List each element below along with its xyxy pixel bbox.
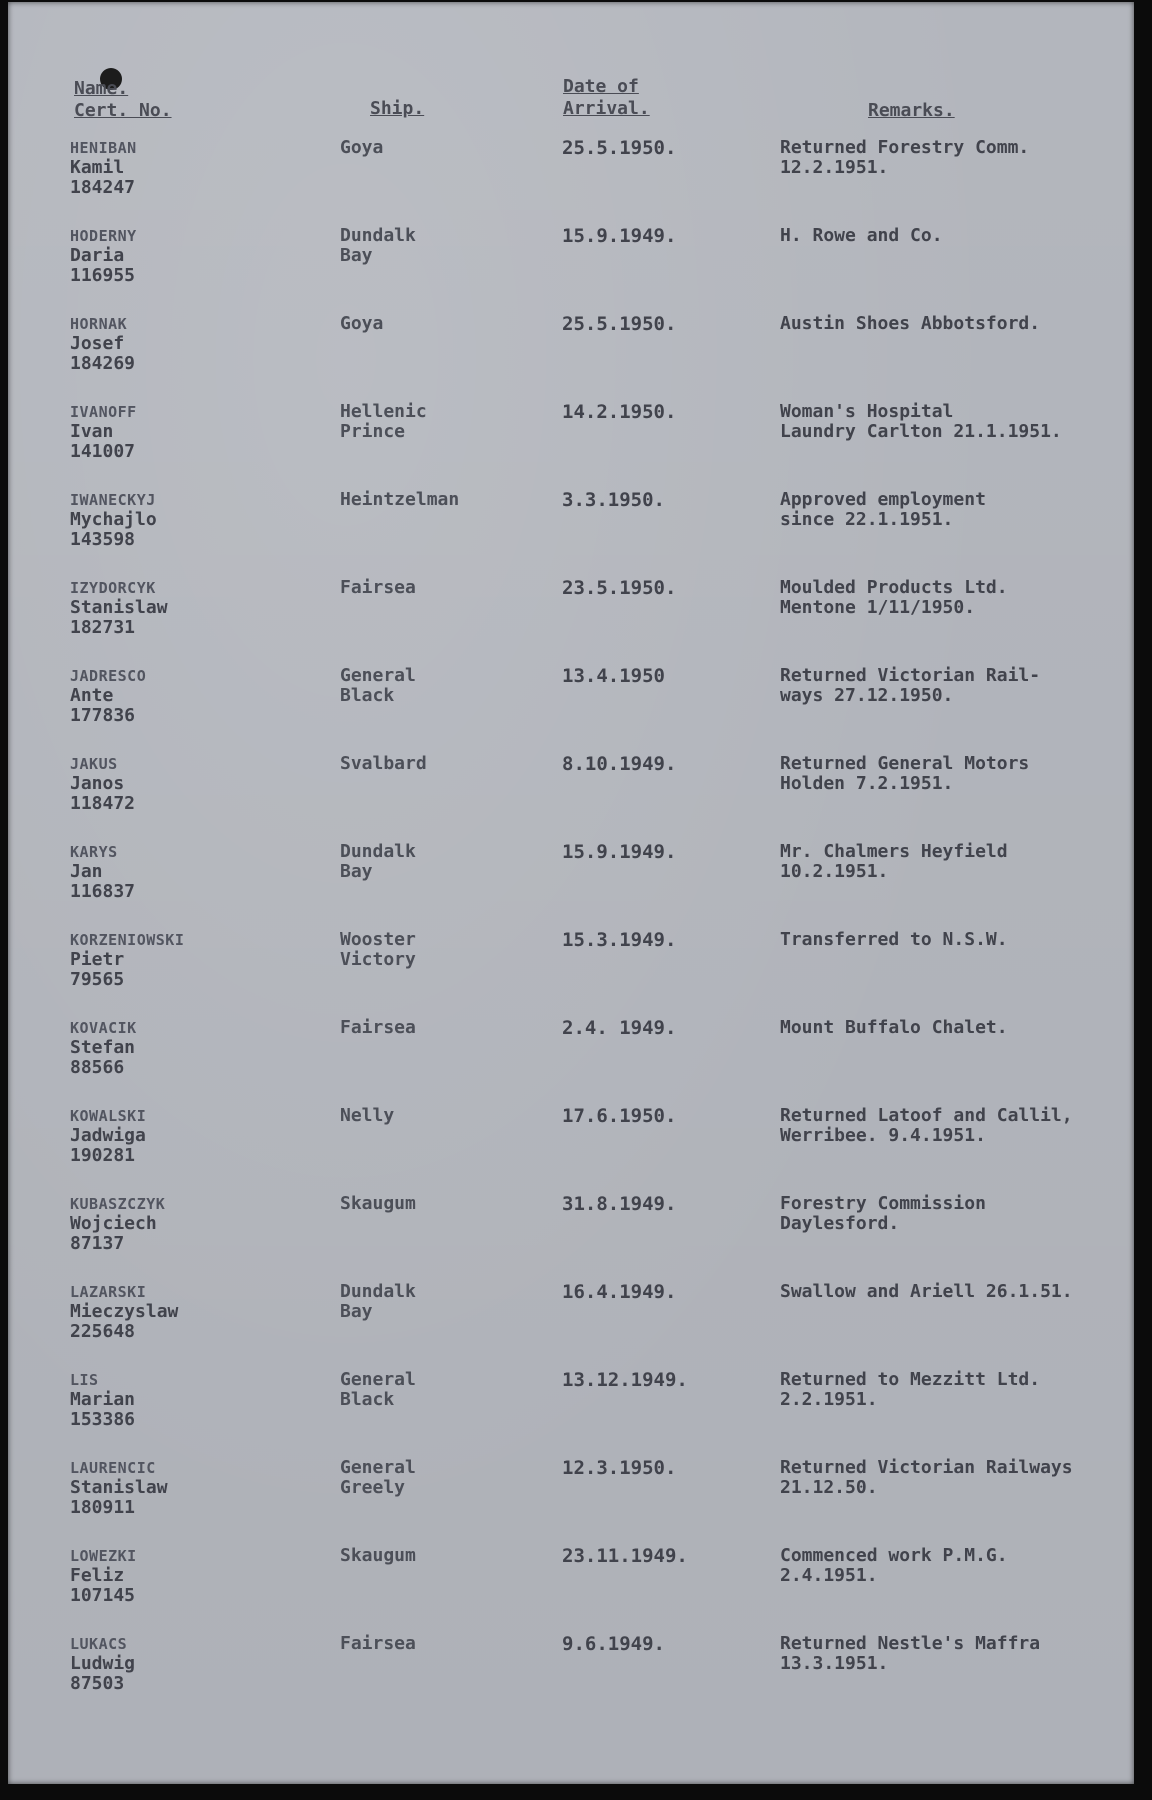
record-remarks-cell [780, 666, 1140, 706]
record-name-cell [70, 1018, 280, 1078]
record-name-cell [70, 1370, 280, 1430]
record-cert-number: 180911 [70, 1497, 136, 1518]
record-ship-cell [340, 314, 520, 334]
record-ship-line: Svalbard [340, 753, 427, 774]
record-given-name: Kamil [70, 157, 125, 178]
record-remarks-line: Moulded Products Ltd. [780, 577, 1008, 598]
record-remarks-line: Holden 7.2.1951. [780, 773, 954, 794]
record-ship-line: Heintzelman [340, 489, 460, 510]
record-ship-line: Prince [340, 421, 406, 442]
record-remarks-cell [780, 1370, 1140, 1410]
record-ship-line: Victory [340, 949, 416, 970]
record-given-name: Josef [70, 333, 125, 354]
record-arrival-date: 14.2.1950. [562, 401, 677, 423]
record-remarks-line: 2.4.1951. [780, 1565, 878, 1586]
record-ship-cell [340, 402, 520, 442]
record-arrival-date: 2.4. 1949. [562, 1017, 677, 1039]
record-remarks-line: Laundry Carlton 21.1.1951. [780, 421, 1062, 442]
record-ship-line: Fairsea [340, 1017, 416, 1038]
record-arrival-date: 25.5.1950. [562, 137, 677, 159]
record-given-name: Mieczyslaw [70, 1301, 179, 1322]
record-remarks-cell [780, 490, 1140, 530]
header-remarks [868, 100, 955, 122]
record-cert-number: 107145 [70, 1585, 136, 1606]
record-given-name: Stefan [70, 1037, 136, 1058]
record-surname: JADRESCO [70, 667, 147, 685]
record-row [8, 1370, 1134, 1458]
record-ship-line: Bay [340, 1301, 373, 1322]
record-remarks-line: since 22.1.1951. [780, 509, 954, 530]
record-remarks-cell [780, 1546, 1140, 1586]
record-remarks-cell [780, 1106, 1140, 1146]
record-remarks-line: Forestry Commission [780, 1193, 986, 1214]
record-arrival-date: 15.9.1949. [562, 841, 677, 863]
record-surname: HORNAK [70, 315, 128, 333]
record-given-name: Pietr [70, 949, 125, 970]
record-given-name: Stanislaw [70, 597, 168, 618]
record-remarks-line: Approved employment [780, 489, 986, 510]
record-ship-line: General [340, 1369, 416, 1390]
record-remarks-line: Woman's Hospital [780, 401, 954, 422]
record-ship-cell [340, 1282, 520, 1322]
record-ship-line: Dundalk [340, 1281, 416, 1302]
record-row [8, 754, 1134, 842]
record-row [8, 314, 1134, 402]
record-surname: IZYDORCYK [70, 579, 156, 597]
record-name-cell [70, 1458, 280, 1518]
record-ship-cell [340, 1546, 520, 1566]
record-cert-number: 116837 [70, 881, 136, 902]
record-name-cell [70, 1194, 280, 1254]
record-remarks-cell [780, 314, 1140, 334]
record-remarks-line: Mentone 1/11/1950. [780, 597, 976, 618]
record-list [8, 138, 1134, 1722]
record-row [8, 1282, 1134, 1370]
document-page [8, 2, 1134, 1784]
record-surname: LAURENCIC [70, 1459, 156, 1477]
record-remarks-cell [780, 226, 1140, 246]
record-remarks-line: Returned General Motors [780, 753, 1030, 774]
header-name-label: Name. [74, 78, 129, 99]
record-name-cell [70, 1282, 280, 1342]
record-remarks-line: Returned Nestle's Maffra [780, 1633, 1041, 1654]
record-ship-line: Greely [340, 1477, 406, 1498]
record-ship-cell [340, 226, 520, 266]
header-remarks-label: Remarks. [868, 100, 955, 121]
record-name-cell [70, 754, 280, 814]
record-row [8, 930, 1134, 1018]
record-surname: KUBASZCZYK [70, 1195, 166, 1213]
record-remarks-cell [780, 842, 1140, 882]
record-given-name: Ante [70, 685, 114, 706]
record-arrival-date: 15.3.1949. [562, 929, 677, 951]
record-ship-line: Goya [340, 313, 384, 334]
record-remarks-cell [780, 1018, 1140, 1038]
record-remarks-line: Daylesford. [780, 1213, 900, 1234]
header-date-label-2: Arrival. [563, 98, 650, 119]
record-arrival-date: 31.8.1949. [562, 1193, 677, 1215]
record-remarks-cell [780, 1194, 1140, 1234]
record-ship-cell [340, 138, 520, 158]
record-surname: IWANECKYJ [70, 491, 156, 509]
record-ship-cell [340, 1106, 520, 1126]
record-name-cell [70, 578, 280, 638]
record-cert-number: 184247 [70, 177, 136, 198]
record-remarks-cell [780, 930, 1140, 950]
record-name-cell [70, 138, 280, 198]
record-given-name: Marian [70, 1389, 136, 1410]
record-surname: KARYS [70, 843, 118, 861]
record-remarks-line: ways 27.12.1950. [780, 685, 954, 706]
record-remarks-line: Mr. Chalmers Heyfield [780, 841, 1008, 862]
header-date [563, 76, 650, 120]
record-name-cell [70, 1634, 280, 1694]
record-ship-cell [340, 578, 520, 598]
record-cert-number: 118472 [70, 793, 136, 814]
record-ship-line: Wooster [340, 929, 416, 950]
record-arrival-date: 23.11.1949. [562, 1545, 688, 1567]
record-given-name: Daria [70, 245, 125, 266]
record-arrival-date: 3.3.1950. [562, 489, 665, 511]
record-ship-cell [340, 1634, 520, 1654]
record-ship-line: Fairsea [340, 1633, 416, 1654]
record-surname: LIS [70, 1371, 99, 1389]
record-surname: KORZENIOWSKI [70, 931, 185, 949]
header-date-label-1: Date of [563, 76, 639, 97]
record-remarks-line: Austin Shoes Abbotsford. [780, 313, 1041, 334]
record-given-name: Ludwig [70, 1653, 136, 1674]
record-ship-cell [340, 666, 520, 706]
record-remarks-cell [780, 1458, 1140, 1498]
record-remarks-line: Werribee. 9.4.1951. [780, 1125, 986, 1146]
header-ship [370, 98, 424, 120]
record-given-name: Feliz [70, 1565, 125, 1586]
record-given-name: Ivan [70, 421, 114, 442]
record-ship-line: Dundalk [340, 841, 416, 862]
record-remarks-line: Returned Latoof and Callil, [780, 1105, 1073, 1126]
record-name-cell [70, 666, 280, 726]
record-cert-number: 184269 [70, 353, 136, 374]
record-remarks-line: 12.2.1951. [780, 157, 889, 178]
record-remarks-line: Returned Victorian Railways [780, 1457, 1073, 1478]
record-remarks-line: 21.12.50. [780, 1477, 878, 1498]
record-arrival-date: 15.9.1949. [562, 225, 677, 247]
record-ship-cell [340, 754, 520, 774]
record-name-cell [70, 490, 280, 550]
record-row [8, 1106, 1134, 1194]
record-row [8, 1458, 1134, 1546]
record-given-name: Wojciech [70, 1213, 157, 1234]
record-remarks-line: Mount Buffalo Chalet. [780, 1017, 1008, 1038]
record-name-cell [70, 842, 280, 902]
header-name-cert [74, 78, 172, 122]
record-ship-line: Black [340, 1389, 395, 1410]
record-cert-number: 182731 [70, 617, 136, 638]
record-row [8, 1018, 1134, 1106]
record-given-name: Mychajlo [70, 509, 157, 530]
record-arrival-date: 12.3.1950. [562, 1457, 677, 1479]
record-ship-line: General [340, 665, 416, 686]
record-remarks-line: 10.2.1951. [780, 861, 889, 882]
record-row [8, 402, 1134, 490]
record-ship-cell [340, 1194, 520, 1214]
record-cert-number: 143598 [70, 529, 136, 550]
record-remarks-cell [780, 1282, 1140, 1302]
record-cert-number: 190281 [70, 1145, 136, 1166]
record-remarks-line: 2.2.1951. [780, 1389, 878, 1410]
record-row [8, 1634, 1134, 1722]
record-remarks-line: Returned to Mezzitt Ltd. [780, 1369, 1041, 1390]
record-row [8, 578, 1134, 666]
record-ship-line: Black [340, 685, 395, 706]
record-arrival-date: 25.5.1950. [562, 313, 677, 335]
record-cert-number: 79565 [70, 969, 125, 990]
record-given-name: Jan [70, 861, 103, 882]
record-cert-number: 87503 [70, 1673, 125, 1694]
record-ship-line: Skaugum [340, 1545, 416, 1566]
record-remarks-cell [780, 754, 1140, 794]
record-remarks-line: Returned Forestry Comm. [780, 137, 1030, 158]
record-ship-line: General [340, 1457, 416, 1478]
record-ship-line: Nelly [340, 1105, 395, 1126]
record-name-cell [70, 1106, 280, 1166]
record-name-cell [70, 1546, 280, 1606]
record-cert-number: 141007 [70, 441, 136, 462]
record-name-cell [70, 226, 280, 286]
record-ship-cell [340, 1370, 520, 1410]
record-ship-line: Goya [340, 137, 384, 158]
record-ship-cell [340, 1458, 520, 1498]
record-surname: LAZARSKI [70, 1283, 147, 1301]
record-remarks-cell [780, 1634, 1140, 1674]
record-row [8, 490, 1134, 578]
record-ship-line: Fairsea [340, 577, 416, 598]
record-row [8, 138, 1134, 226]
record-remarks-line: Transferred to N.S.W. [780, 929, 1008, 950]
record-surname: HENIBAN [70, 139, 137, 157]
record-cert-number: 225648 [70, 1321, 136, 1342]
record-remarks-cell [780, 402, 1140, 442]
record-row [8, 842, 1134, 930]
record-surname: KOVACIK [70, 1019, 137, 1037]
record-cert-number: 116955 [70, 265, 136, 286]
record-remarks-line: Commenced work P.M.G. [780, 1545, 1008, 1566]
record-remarks-line: Swallow and Ariell 26.1.51. [780, 1281, 1073, 1302]
record-arrival-date: 17.6.1950. [562, 1105, 677, 1127]
record-cert-number: 88566 [70, 1057, 125, 1078]
record-ship-cell [340, 842, 520, 882]
record-ship-cell [340, 1018, 520, 1038]
record-ship-cell [340, 490, 520, 510]
record-given-name: Jadwiga [70, 1125, 146, 1146]
record-surname: LUKACS [70, 1635, 128, 1653]
record-row [8, 666, 1134, 754]
record-ship-line: Hellenic [340, 401, 427, 422]
record-remarks-line: Returned Victorian Rail- [780, 665, 1041, 686]
record-name-cell [70, 930, 280, 990]
record-surname: KOWALSKI [70, 1107, 147, 1125]
record-surname: IVANOFF [70, 403, 137, 421]
record-row [8, 1194, 1134, 1282]
record-ship-line: Dundalk [340, 225, 416, 246]
record-cert-number: 87137 [70, 1233, 125, 1254]
record-arrival-date: 8.10.1949. [562, 753, 677, 775]
record-cert-number: 153386 [70, 1409, 136, 1430]
record-remarks-cell [780, 138, 1140, 178]
record-arrival-date: 23.5.1950. [562, 577, 677, 599]
header-cert-label: Cert. No. [74, 100, 172, 121]
record-surname: HODERNY [70, 227, 137, 245]
record-ship-line: Bay [340, 861, 373, 882]
record-arrival-date: 16.4.1949. [562, 1281, 677, 1303]
record-cert-number: 177836 [70, 705, 136, 726]
record-remarks-line: 13.3.1951. [780, 1653, 889, 1674]
record-arrival-date: 9.6.1949. [562, 1633, 665, 1655]
record-ship-cell [340, 930, 520, 970]
record-arrival-date: 13.12.1949. [562, 1369, 688, 1391]
record-arrival-date: 13.4.1950 [562, 665, 665, 687]
record-row [8, 1546, 1134, 1634]
record-surname: LOWEZKI [70, 1547, 137, 1565]
record-name-cell [70, 314, 280, 374]
header-ship-label: Ship. [370, 98, 425, 119]
record-given-name: Stanislaw [70, 1477, 168, 1498]
record-given-name: Janos [70, 773, 125, 794]
record-remarks-cell [780, 578, 1140, 618]
record-name-cell [70, 402, 280, 462]
record-surname: JAKUS [70, 755, 118, 773]
record-row [8, 226, 1134, 314]
record-ship-line: Skaugum [340, 1193, 416, 1214]
record-remarks-line: H. Rowe and Co. [780, 225, 943, 246]
record-ship-line: Bay [340, 245, 373, 266]
